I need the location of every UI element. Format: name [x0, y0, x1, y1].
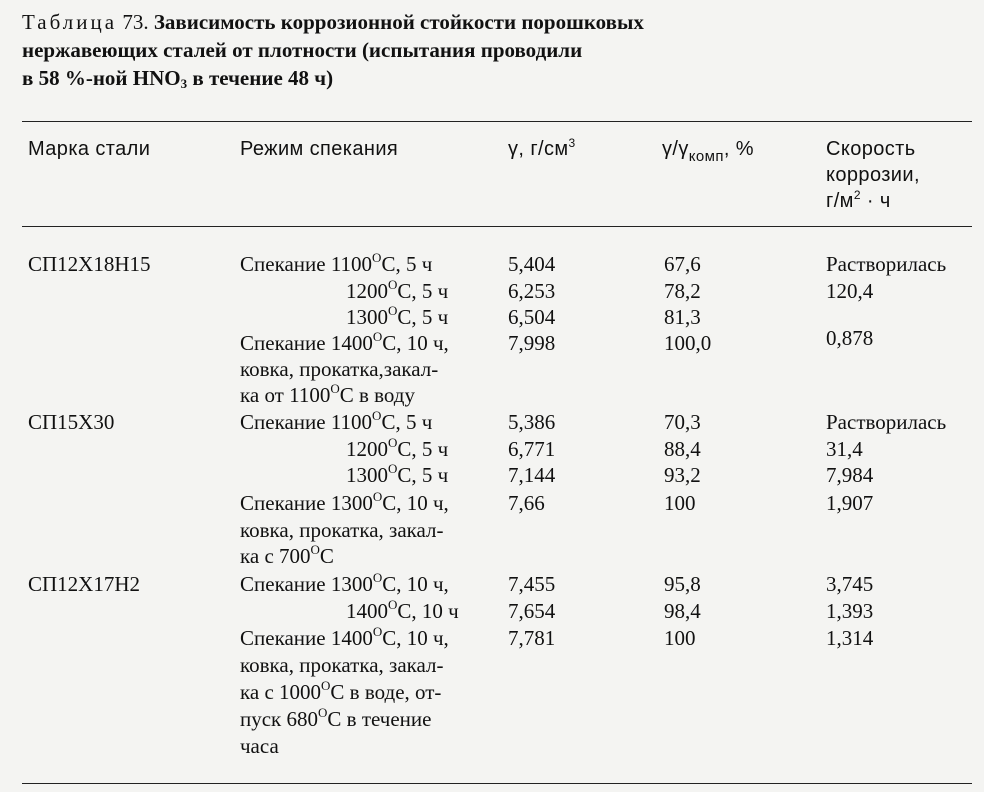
mode-cell [240, 543, 334, 570]
caption-number: 73. [122, 10, 149, 34]
mode-text: С, 10 ч [397, 599, 459, 623]
mode-text: пуск 680 [240, 707, 319, 731]
ratio-cell: 70,3 [664, 410, 701, 434]
caption-subscript: 3 [180, 76, 188, 91]
degree-mark: O [388, 277, 398, 292]
ratio-cell: 100 [664, 491, 696, 515]
density-cell: 7,144 [508, 463, 556, 487]
mode-text: Спекание 1300 [240, 572, 373, 596]
degree-mark: O [318, 705, 328, 720]
header-rate-unit-a: г/м [826, 190, 854, 212]
mode-continuation: часа [240, 734, 279, 758]
mode-cell [346, 304, 448, 331]
mode-text: С в воду [339, 383, 415, 407]
degree-mark: O [372, 624, 383, 639]
rate-cell: 3,745 [826, 572, 874, 596]
mode-text: С, 10 ч, [382, 331, 449, 355]
table-caption [22, 8, 922, 92]
ratio-cell: 95,8 [664, 572, 701, 596]
mode-continuation: ковка, прокатка, закал- [240, 653, 444, 677]
degree-mark: O [388, 597, 398, 612]
mode-text: С в течение [327, 707, 432, 731]
mode-cell [240, 330, 449, 357]
rate-cell: 1,393 [826, 599, 874, 623]
mode-text: С, 10 ч, [382, 572, 449, 596]
mode-text: С, 5 ч [381, 252, 433, 276]
header-rate-unit-b: · ч [860, 190, 891, 212]
mode-text: Спекание 1400 [240, 626, 373, 650]
mode-text: С, 5 ч [381, 410, 433, 434]
degree-mark: O [372, 408, 382, 423]
density-cell: 5,404 [508, 252, 556, 276]
header-top-rule [22, 121, 972, 122]
mode-text: Спекание 1100 [240, 410, 373, 434]
header-density-sup: 3 [568, 136, 576, 150]
mode-text: С в воде, от- [330, 680, 442, 704]
rate-cell: 0,878 [826, 326, 874, 350]
mode-text: 1300 [346, 305, 388, 329]
mode-text: С, 5 ч [397, 437, 449, 461]
header-rate-line-3 [826, 188, 891, 215]
ratio-cell: 78,2 [664, 279, 701, 303]
density-cell: 7,781 [508, 626, 556, 650]
degree-mark: O [388, 303, 398, 318]
degree-mark: O [388, 461, 398, 476]
mode-text: С, 10 ч, [382, 626, 449, 650]
mode-text: Спекание 1400 [240, 331, 373, 355]
mode-text: С, 5 ч [397, 279, 449, 303]
ratio-cell: 98,4 [664, 599, 701, 623]
steel-grade: СП12Х17Н2 [28, 572, 141, 596]
mode-text: 1300 [346, 463, 388, 487]
header-ratio-sub: комп [688, 148, 724, 165]
mode-text: ка с 1000 [240, 680, 322, 704]
rate-cell: Растворилась [826, 410, 947, 434]
header-rate-unit-sup: 2 [853, 188, 861, 202]
header-bottom-rule [22, 226, 972, 227]
header-density [508, 136, 576, 163]
mode-text: Спекание 1100 [240, 252, 373, 276]
header-ratio-unit: , % [723, 138, 754, 160]
steel-grade: СП12Х18Н15 [28, 252, 151, 276]
header-density-text: γ, г/см [508, 138, 569, 160]
mode-cell [346, 436, 448, 463]
rate-cell: Растворилась [826, 252, 947, 276]
caption-title-1: Зависимость коррозионной стойкости порошковых [153, 10, 644, 34]
mode-cell [240, 382, 415, 409]
rate-cell: 1,907 [826, 491, 874, 515]
caption-title-2: нержавеющих сталей от плотности (испытания проводили [22, 38, 583, 62]
degree-mark: O [321, 678, 331, 693]
mode-continuation: ковка, прокатка, закал- [240, 518, 444, 542]
table-bottom-rule [22, 783, 972, 784]
degree-mark: O [330, 381, 340, 396]
steel-grade: СП15Х30 [28, 410, 115, 434]
density-cell: 7,654 [508, 599, 556, 623]
mode-text: 1400 [346, 599, 388, 623]
degree-mark: O [310, 542, 320, 557]
mode-cell [346, 278, 448, 305]
caption-title-3b: в течение 48 ч) [187, 66, 334, 90]
density-cell: 7,66 [508, 491, 545, 515]
degree-mark: O [372, 570, 383, 585]
ratio-cell: 100 [664, 626, 696, 650]
density-cell: 6,504 [508, 305, 556, 329]
degree-mark: O [372, 250, 382, 265]
mode-cell [346, 462, 448, 489]
caption-title-3a: в 58 %-ной HNO [22, 66, 181, 90]
mode-text: С [319, 544, 334, 568]
degree-mark: O [388, 435, 398, 450]
ratio-cell: 81,3 [664, 305, 701, 329]
caption-line-1 [22, 8, 922, 36]
density-cell: 7,455 [508, 572, 556, 596]
degree-mark: O [372, 329, 383, 344]
mode-cell [240, 571, 449, 598]
mode-text: 1200 [346, 437, 388, 461]
mode-text: ка с 700 [240, 544, 311, 568]
rate-cell: 7,984 [826, 463, 874, 487]
mode-text: 1200 [346, 279, 388, 303]
ratio-cell: 100,0 [664, 331, 712, 355]
rate-cell: 120,4 [826, 279, 874, 303]
header-ratio [662, 136, 754, 163]
density-cell: 5,386 [508, 410, 556, 434]
rate-cell: 31,4 [826, 437, 863, 461]
caption-line-3 [22, 64, 922, 92]
mode-text: Спекание 1300 [240, 491, 373, 515]
mode-cell [240, 490, 449, 517]
caption-label: Таблица [22, 10, 118, 34]
mode-cell [240, 706, 431, 733]
header-mode: Режим спекания [240, 138, 399, 160]
mode-text: ка от 1100 [240, 383, 331, 407]
mode-text: С, 10 ч, [382, 491, 449, 515]
ratio-cell: 67,6 [664, 252, 701, 276]
density-cell: 6,771 [508, 437, 556, 461]
header-rate-line-1: Скорость [826, 138, 916, 160]
mode-continuation: ковка, прокатка,закал- [240, 357, 439, 381]
ratio-cell: 93,2 [664, 463, 701, 487]
mode-cell [346, 598, 459, 625]
density-cell: 7,998 [508, 331, 556, 355]
rate-cell: 1,314 [826, 626, 874, 650]
mode-text: С, 5 ч [397, 305, 449, 329]
mode-cell [240, 679, 441, 706]
ratio-cell: 88,4 [664, 437, 701, 461]
degree-mark: O [372, 489, 383, 504]
density-cell: 6,253 [508, 279, 556, 303]
mode-cell [240, 409, 432, 436]
mode-cell [240, 625, 449, 652]
mode-cell [240, 251, 432, 278]
header-rate-line-2: коррозии, [826, 164, 920, 186]
header-steel: Марка стали [28, 138, 151, 160]
header-ratio-text: γ/γ [662, 138, 689, 160]
mode-text: С, 5 ч [397, 463, 449, 487]
